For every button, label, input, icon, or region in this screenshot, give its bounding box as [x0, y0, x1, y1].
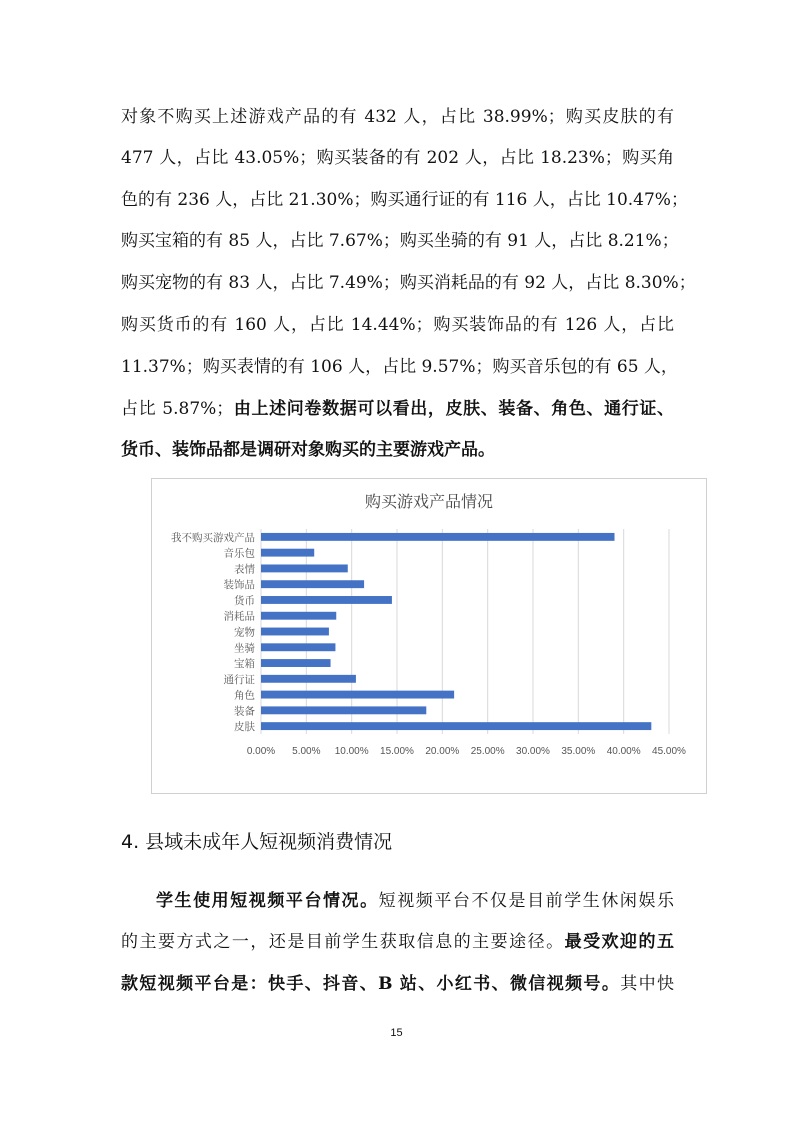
- chart-category-label: 装饰品: [223, 579, 255, 592]
- chart-x-tick-label: 15.00%: [380, 746, 414, 757]
- chart-category-label: 音乐包: [223, 547, 255, 560]
- paragraph-line: 购买宝箱的有 85 人，占比 7.67%；购买坐骑的有 91 人，占比 8.21%；: [121, 231, 679, 251]
- chart-tick-labels: [247, 746, 686, 757]
- paragraph-line: 477 人，占比 43.05%；购买装备的有 202 人，占比 18.23%；购买角: [121, 148, 674, 168]
- chart-bar: [261, 533, 615, 541]
- page-number: 15: [390, 1027, 403, 1039]
- paragraph-line: 购买宠物的有 83 人，占比 7.49%；购买消耗品的有 92 人，占比 8.30%；: [121, 273, 696, 293]
- chart-category-label: 通行证: [223, 673, 255, 686]
- chart-title: 购买游戏产品情况: [364, 492, 494, 511]
- paragraph-line: 色的有 236 人，占比 21.30%；购买通行证的有 116 人，占比 10.47%；: [121, 190, 688, 210]
- conclusion-text: 由上述问卷数据可以看出，皮肤、装备、角色、通行证、: [233, 399, 674, 419]
- chart-bar: [261, 706, 426, 714]
- chart-category-label: 坐骑: [234, 642, 255, 655]
- chart-bar: [261, 564, 348, 572]
- conclusion-line: 货币、装饰品都是调研对象购买的主要游戏产品。: [121, 440, 495, 460]
- chart-x-tick-label: 35.00%: [561, 746, 596, 757]
- paragraph-text: 的主要方式之一，还是目前学生获取信息的主要途径。: [121, 932, 565, 952]
- chart-x-tick-label: 10.00%: [334, 746, 369, 757]
- chart-bar: [261, 580, 364, 588]
- chart-x-tick-label: 40.00%: [606, 746, 641, 757]
- chart-bar: [261, 549, 314, 557]
- chart-category-label: 装备: [234, 705, 255, 718]
- chart-bar: [261, 612, 336, 620]
- section-heading: 4. 县域未成年人短视频消费情况: [121, 831, 393, 853]
- chart-bar: [261, 659, 331, 667]
- paragraph-line: 对象不购买上述游戏产品的有 432 人，占比 38.99%；购买皮肤的有: [121, 107, 674, 127]
- paragraph-line: [121, 971, 674, 997]
- chart-category-label: 我不购买游戏产品: [171, 531, 255, 544]
- chart-category-label: 货币: [234, 594, 255, 607]
- chart-x-tick-label: 5.00%: [292, 746, 321, 757]
- paragraph-text: 其中快: [620, 974, 675, 994]
- chart-x-tick-label: 45.00%: [652, 746, 686, 757]
- chart-category-label: 宠物: [234, 626, 255, 639]
- chart-category-labels: [171, 531, 255, 733]
- chart-x-tick-label: 25.00%: [470, 746, 505, 757]
- chart-bar: [261, 596, 392, 604]
- chart-bar: [261, 675, 356, 683]
- paragraph-line: [121, 396, 674, 422]
- highlight-text: 款短视频平台是：快手、抖音、B 站、小红书、微信视频号。: [121, 974, 621, 994]
- chart-category-label: 皮肤: [234, 721, 255, 734]
- paragraph-text: 短视频平台不仅是目前学生休闲娱乐: [378, 891, 675, 911]
- chart-category-label: 角色: [234, 689, 255, 702]
- paragraph-line: [156, 888, 674, 914]
- chart-category-label: 消耗品: [223, 610, 255, 623]
- paragraph-text: 占比 5.87%；: [121, 399, 234, 419]
- highlight-text: 最受欢迎的五: [564, 932, 675, 952]
- chart-bar: [261, 722, 651, 730]
- paragraph-line: 购买货币的有 160 人，占比 14.44%；购买装饰品的有 126 人，占比: [121, 315, 674, 335]
- chart-category-label: 表情: [234, 563, 255, 576]
- chart-bar: [261, 643, 335, 651]
- paragraph-line: [121, 929, 674, 955]
- paragraph-line: 11.37%；购买表情的有 106 人，占比 9.57%；购买音乐包的有 65 人，: [121, 357, 678, 377]
- bar-chart: [151, 478, 707, 794]
- chart-bar: [261, 628, 329, 636]
- chart-x-tick-label: 20.00%: [425, 746, 460, 757]
- chart-x-tick-label: 30.00%: [516, 746, 550, 757]
- chart-svg: [152, 479, 706, 793]
- chart-x-tick-label: 0.00%: [246, 746, 276, 757]
- chart-bar: [261, 691, 454, 699]
- subheading-text: 学生使用短视频平台情况。: [156, 891, 379, 911]
- chart-bars: [261, 533, 651, 730]
- chart-category-label: 宝箱: [234, 658, 255, 671]
